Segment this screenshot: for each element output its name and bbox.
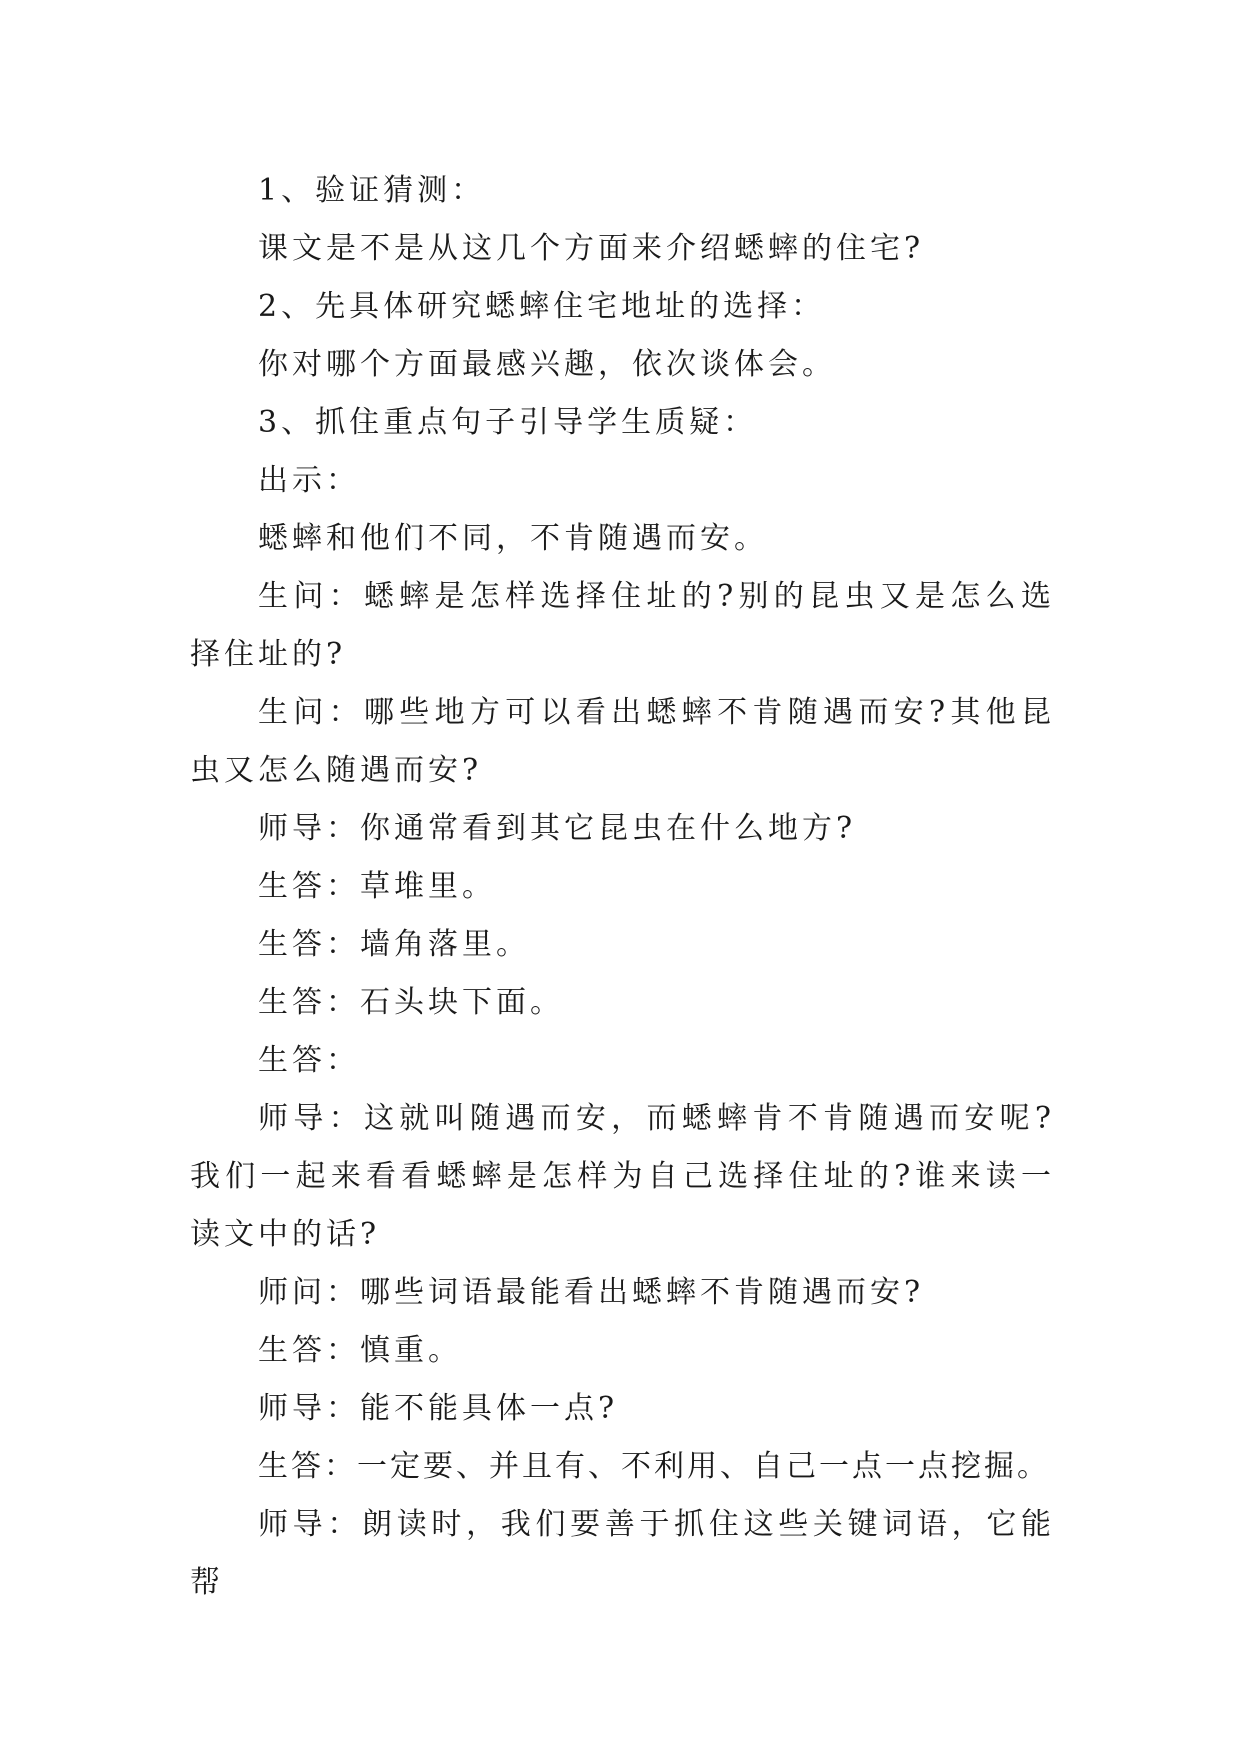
paragraph-19: 生答：一定要、并且有、不利用、自己一点一点挖掘。 (258, 1449, 1050, 1484)
document-page (190, 162, 1055, 1612)
paragraph-3: 2、先具体研究蟋蟀住宅地址的选择： (258, 289, 826, 324)
paragraph-12: 生答：墙角落里。 (258, 927, 530, 962)
paragraph-2: 课文是不是从这几个方面来介绍蟋蟀的住宅? (258, 231, 925, 266)
paragraph-10: 师导：你通常看到其它昆虫在什么地方? (258, 811, 857, 846)
paragraph-17: 生答：慎重。 (258, 1333, 462, 1368)
paragraph-5: 3、抓住重点句子引导学生质疑： (258, 405, 758, 440)
paragraph-16: 师问：哪些词语最能看出蟋蟀不肯随遇而安? (258, 1275, 925, 1310)
paragraph-8: 生问：蟋蟀是怎样选择住址的?别的昆虫又是怎么选择住址的? (190, 579, 1055, 672)
paragraph-6: 出示： (258, 463, 360, 498)
paragraph-9: 生问：哪些地方可以看出蟋蟀不肯随遇而安?其他昆虫又怎么随遇而安? (190, 695, 1055, 788)
paragraph-11: 生答：草堆里。 (258, 869, 496, 904)
paragraph-7: 蟋蟀和他们不同，不肯随遇而安。 (258, 521, 768, 556)
paragraph-13: 生答：石头块下面。 (258, 985, 564, 1020)
paragraph-20: 师导：朗读时，我们要善于抓住这些关键词语，它能帮 (190, 1507, 1055, 1600)
paragraph-4: 你对哪个方面最感兴趣，依次谈体会。 (258, 347, 836, 382)
paragraph-14: 生答： (258, 1043, 360, 1078)
paragraph-18: 师导：能不能具体一点? (258, 1391, 619, 1426)
paragraph-15: 师导：这就叫随遇而安，而蟋蟀肯不肯随遇而安呢?我们一起来看看蟋蟀是怎样为自己选择住址的?谁来读一读文中的话? (190, 1101, 1055, 1252)
paragraph-1: 1、验证猜测： (258, 173, 486, 208)
